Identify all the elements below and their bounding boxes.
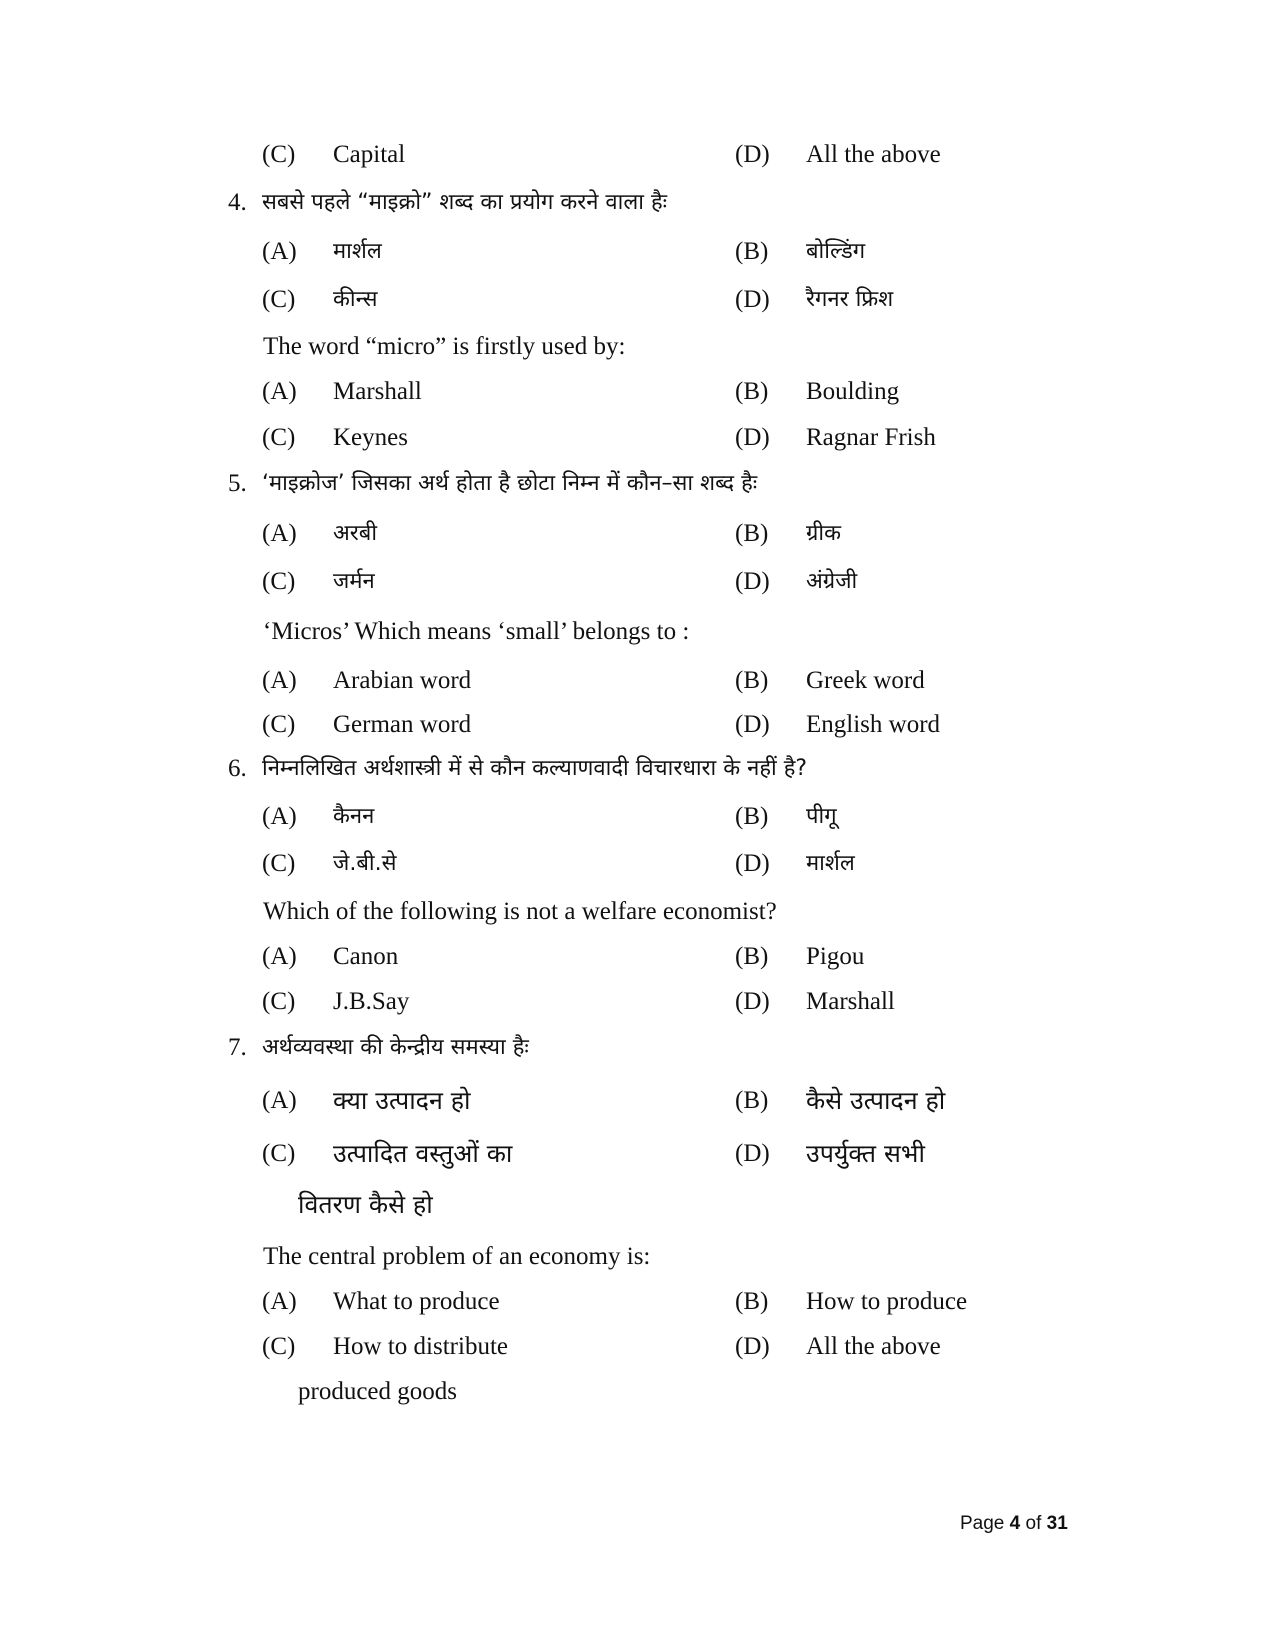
option-row [0,1324,1275,1370]
option-row [0,658,1275,704]
option-text: Greek word [806,667,925,694]
option-row [0,277,1275,323]
option-label: (C) [262,988,296,1015]
option-text: Ragnar Frish [806,424,936,451]
option-label: (C) [262,850,296,877]
option-text: All the above [806,1333,941,1360]
option-row [0,132,1275,178]
option-text: English word [806,711,941,738]
question-text-english: The word “micro” is firstly used by: [263,333,626,360]
option-label: (A) [262,378,297,405]
option-text: रैगनर फ्रिश [806,287,894,312]
option-text: बोल्डिंग [806,239,866,264]
option-text: Arabian word [333,667,472,694]
option-label: (B) [735,520,769,547]
question-text-hindi: निम्नलिखित अर्थशास्त्री में से कौन कल्याणवादी विचारधारा के नहीं है? [262,756,808,781]
option-label: (A) [262,803,297,830]
question-7-english [0,1234,1275,1280]
question-text-hindi: अर्थव्यवस्था की केन्द्रीय समस्या हैः [262,1035,529,1060]
option-text: क्या उत्पादन हो [333,1086,471,1115]
question-number: 5. [228,470,247,497]
option-row [0,1131,1275,1177]
option-text: पीगू [806,804,837,829]
question-text-english: ‘Micros’ Which means ‘small’ belongs to : [263,618,690,645]
option-label: (B) [735,803,769,830]
option-label: (A) [262,943,297,970]
option-label: (D) [735,1140,770,1167]
question-number: 4. [228,189,247,216]
option-label: (A) [262,667,297,694]
option-continuation [0,1369,1275,1415]
option-text: उत्पादित वस्तुओं का [333,1139,513,1168]
option-text: How to produce [806,1288,968,1315]
question-6-hindi [0,746,1275,792]
option-row [0,1279,1275,1325]
option-text: Capital [333,141,406,168]
option-text-continued: produced goods [298,1378,457,1405]
question-6-english [0,889,1275,935]
option-row [0,979,1275,1025]
option-label: (B) [735,1087,769,1114]
option-row [0,369,1275,415]
option-text: जर्मन [333,569,375,594]
question-7-hindi [0,1025,1275,1071]
option-row [0,934,1275,980]
option-label: (D) [735,141,770,168]
option-text: J.B.Say [333,988,410,1015]
option-text-continued: वितरण कैसे हो [298,1190,433,1219]
option-row [0,794,1275,840]
option-label: (D) [735,568,770,595]
option-text: अरबी [333,521,378,546]
page-total: 31 [1046,1513,1068,1534]
option-text: अंग्रेजी [806,569,858,594]
option-text: German word [333,711,472,738]
option-text: What to produce [333,1288,500,1315]
option-label: (C) [262,1333,296,1360]
question-4-english [0,324,1275,370]
option-text: Boulding [806,378,900,405]
page-footer [960,1510,1068,1538]
option-label: (C) [262,568,296,595]
option-text: Keynes [333,424,408,451]
option-row [0,1078,1275,1124]
option-label: (B) [735,943,769,970]
option-row [0,559,1275,605]
option-label: (D) [735,424,770,451]
option-text: जे.बी.से [333,851,397,876]
option-label: (C) [262,1140,296,1167]
of-word: of [1025,1513,1042,1534]
option-label: (C) [262,711,296,738]
option-label: (A) [262,238,297,265]
option-text: Pigou [806,943,865,970]
option-row [0,415,1275,461]
option-text: मार्शल [333,239,382,264]
option-row [0,511,1275,557]
option-row [0,229,1275,275]
option-label: (C) [262,286,296,313]
question-number: 6. [228,755,247,782]
question-number: 7. [228,1034,247,1061]
option-label: (A) [262,1087,297,1114]
question-5-english [0,609,1275,655]
option-label: (D) [735,850,770,877]
option-text: All the above [806,141,941,168]
question-text-hindi: ‘माइक्रोज’ जिसका अर्थ होता है छोटा निम्न में कौन–सा शब्द हैः [262,471,758,496]
option-label: (C) [262,141,296,168]
option-label: (A) [262,520,297,547]
option-label: (D) [735,711,770,738]
option-text: उपर्युक्त सभी [806,1139,925,1168]
question-5-hindi [0,461,1275,507]
option-label: (A) [262,1288,297,1315]
page-number: 4 [1009,1513,1021,1534]
option-text: Marshall [806,988,895,1015]
option-label: (B) [735,378,769,405]
option-label: (B) [735,1288,769,1315]
option-text: मार्शल [806,851,855,876]
option-row [0,841,1275,887]
option-row [0,702,1275,748]
option-text: Canon [333,943,399,970]
option-text: कीन्स [333,287,378,312]
question-text-english: Which of the following is not a welfare economist? [263,898,777,925]
question-text-hindi: सबसे पहले “माइक्रो” शब्द का प्रयोग करने वाला हैः [262,190,668,215]
option-label: (D) [735,988,770,1015]
option-text: How to distribute [333,1333,508,1360]
option-label: (C) [262,424,296,451]
page-word: Page [960,1513,1005,1534]
option-text: कैसे उत्पादन हो [806,1086,946,1115]
option-label: (D) [735,1333,770,1360]
option-label: (B) [735,667,769,694]
option-continuation [0,1182,1275,1228]
option-text: Marshall [333,378,422,405]
question-4-hindi [0,180,1275,226]
question-text-english: The central problem of an economy is: [263,1243,651,1270]
option-text: ग्रीक [806,521,842,546]
option-text: कैनन [333,804,375,829]
option-label: (B) [735,238,769,265]
option-label: (D) [735,286,770,313]
